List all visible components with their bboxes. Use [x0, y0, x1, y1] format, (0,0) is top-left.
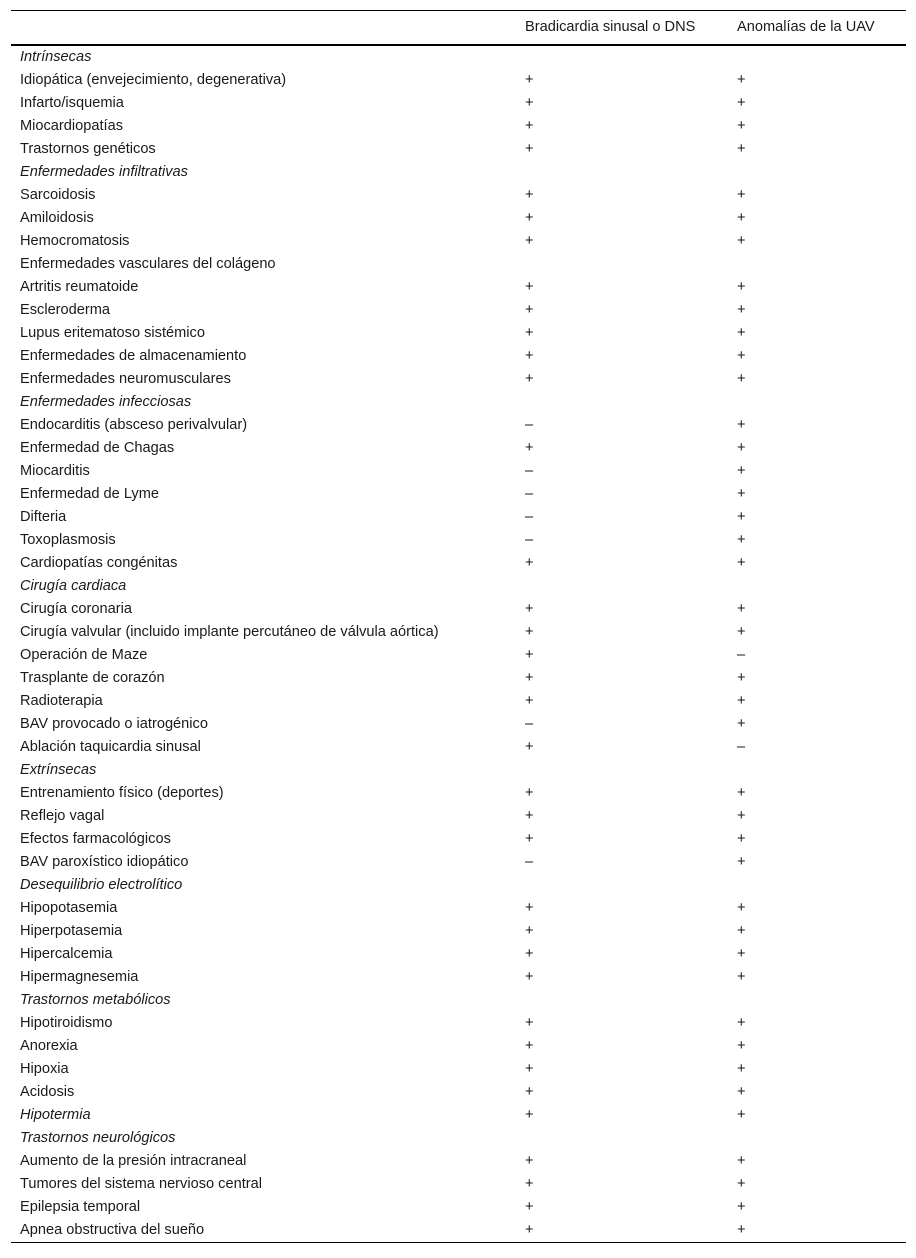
dns-value: +: [525, 968, 534, 985]
dns-value: –: [525, 462, 534, 479]
uav-value: +: [737, 370, 746, 387]
dns-value: –: [525, 853, 534, 870]
uav-value: +: [737, 899, 746, 916]
dns-value: +: [525, 439, 534, 456]
row-label: Acidosis: [20, 1083, 75, 1100]
table-row: [11, 713, 906, 736]
table-row: [11, 368, 906, 391]
dns-value: +: [525, 830, 534, 847]
row-label: Toxoplasmosis: [20, 531, 116, 548]
dns-value: +: [525, 738, 534, 755]
row-label: Ablación taquicardia sinusal: [20, 738, 201, 755]
row-label: Reflejo vagal: [20, 807, 105, 824]
table-row: [11, 1127, 906, 1150]
dns-value: +: [525, 554, 534, 571]
uav-value: [728, 575, 906, 598]
dns-value: +: [525, 94, 534, 111]
row-label: Hemocromatosis: [20, 232, 130, 249]
uav-value: [728, 989, 906, 1012]
uav-value: +: [737, 485, 746, 502]
dns-value: +: [525, 117, 534, 134]
row-label: Hipopotasemia: [20, 899, 118, 916]
dns-value: +: [525, 623, 534, 640]
header-cause: [11, 11, 516, 45]
table-row: [11, 483, 906, 506]
dns-value: +: [525, 784, 534, 801]
table-row: [11, 552, 906, 575]
dns-value: +: [525, 692, 534, 709]
row-label: Enfermedades neuromusculares: [20, 370, 231, 387]
row-label: Artritis reumatoide: [20, 278, 139, 295]
row-label: Trasplante de corazón: [20, 669, 165, 686]
row-label: Enfermedades vasculares del colágeno: [20, 255, 276, 272]
uav-value: +: [737, 968, 746, 985]
row-label: Trastornos neurológicos: [20, 1129, 176, 1146]
dns-value: –: [525, 416, 534, 433]
header-uav: Anomalías de la UAV: [737, 19, 875, 36]
row-label: Anorexia: [20, 1037, 78, 1054]
row-label: Radioterapia: [20, 692, 103, 709]
dns-value: [516, 759, 728, 782]
uav-value: [728, 45, 906, 69]
table-row: [11, 322, 906, 345]
table-row: [11, 230, 906, 253]
table-row: [11, 575, 906, 598]
dns-value: –: [525, 508, 534, 525]
uav-value: [728, 253, 906, 276]
row-label: Trastornos genéticos: [20, 140, 156, 157]
uav-value: +: [737, 1060, 746, 1077]
table-row: [11, 184, 906, 207]
uav-value: –: [737, 646, 746, 663]
uav-value: +: [737, 324, 746, 341]
dns-value: [516, 161, 728, 184]
row-label: Cirugía valvular (incluido implante percutáneo de válvula aórtica): [20, 623, 439, 640]
row-label: Hipoxia: [20, 1060, 69, 1077]
table-row: [11, 92, 906, 115]
dns-value: +: [525, 71, 534, 88]
dns-value: +: [525, 1014, 534, 1031]
dns-value: +: [525, 899, 534, 916]
row-label: Epilepsia temporal: [20, 1198, 141, 1215]
row-label: Cirugía coronaria: [20, 600, 132, 617]
table-container: [11, 10, 906, 1243]
uav-value: +: [737, 1175, 746, 1192]
uav-value: [728, 759, 906, 782]
table-row: [11, 759, 906, 782]
row-label: BAV paroxístico idiopático: [20, 853, 189, 870]
uav-value: +: [737, 715, 746, 732]
uav-value: +: [737, 278, 746, 295]
table-row: [11, 506, 906, 529]
dns-value: +: [525, 370, 534, 387]
row-label: Efectos farmacológicos: [20, 830, 171, 847]
row-label: Entrenamiento físico (deportes): [20, 784, 224, 801]
table-row: [11, 437, 906, 460]
uav-value: +: [737, 347, 746, 364]
table-row: [11, 253, 906, 276]
table-row: [11, 161, 906, 184]
table-row: [11, 897, 906, 920]
row-label: Hiperpotasemia: [20, 922, 123, 939]
table-row: [11, 943, 906, 966]
table-row: [11, 644, 906, 667]
table-row: [11, 598, 906, 621]
row-label: Idiopática (envejecimiento, degenerativa): [20, 71, 287, 88]
table-row: [11, 391, 906, 414]
table-row: [11, 1058, 906, 1081]
table-row: [11, 1196, 906, 1219]
dns-value: +: [525, 1060, 534, 1077]
uav-value: +: [737, 1152, 746, 1169]
dns-value: +: [525, 140, 534, 157]
dns-value: +: [525, 1083, 534, 1100]
row-label: Hipotermia: [20, 1106, 91, 1123]
table-row: [11, 690, 906, 713]
uav-value: +: [737, 600, 746, 617]
uav-value: +: [737, 1083, 746, 1100]
uav-value: +: [737, 692, 746, 709]
uav-value: +: [737, 554, 746, 571]
dns-value: [516, 253, 728, 276]
dns-value: +: [525, 324, 534, 341]
table-row: [11, 782, 906, 805]
row-label: Intrínsecas: [20, 48, 92, 65]
causes-table: [11, 10, 906, 1243]
dns-value: [516, 1127, 728, 1150]
dns-value: –: [525, 715, 534, 732]
uav-value: +: [737, 1198, 746, 1215]
uav-value: +: [737, 1014, 746, 1031]
table-row: [11, 805, 906, 828]
table-row: [11, 529, 906, 552]
uav-value: +: [737, 439, 746, 456]
row-label: Miocardiopatías: [20, 117, 124, 134]
table-row: [11, 736, 906, 759]
row-label: Extrínsecas: [20, 761, 97, 778]
row-label: Escleroderma: [20, 301, 111, 318]
uav-value: +: [737, 301, 746, 318]
row-label: Aumento de la presión intracraneal: [20, 1152, 247, 1169]
row-label: Lupus eritematoso sistémico: [20, 324, 205, 341]
uav-value: +: [737, 669, 746, 686]
row-label: Enfermedad de Chagas: [20, 439, 175, 456]
row-label: Amiloidosis: [20, 209, 94, 226]
table-row: [11, 851, 906, 874]
table-row: [11, 667, 906, 690]
dns-value: +: [525, 278, 534, 295]
uav-value: +: [737, 945, 746, 962]
row-label: Endocarditis (absceso perivalvular): [20, 416, 248, 433]
row-label: Miocarditis: [20, 462, 90, 479]
dns-value: +: [525, 669, 534, 686]
uav-value: +: [737, 1106, 746, 1123]
row-label: Enfermedades infiltrativas: [20, 163, 188, 180]
table-row: [11, 138, 906, 161]
uav-value: +: [737, 416, 746, 433]
table-row: [11, 1173, 906, 1196]
table-row: [11, 69, 906, 92]
dns-value: +: [525, 209, 534, 226]
table-header: [11, 11, 906, 45]
table-row: [11, 1035, 906, 1058]
dns-value: +: [525, 1037, 534, 1054]
row-label: Cardiopatías congénitas: [20, 554, 178, 571]
row-label: Apnea obstructiva del sueño: [20, 1221, 205, 1238]
uav-value: +: [737, 807, 746, 824]
dns-value: –: [525, 531, 534, 548]
uav-value: +: [737, 1037, 746, 1054]
uav-value: [728, 874, 906, 897]
row-label: Operación de Maze: [20, 646, 148, 663]
row-label: Enfermedades de almacenamiento: [20, 347, 247, 364]
row-label: Hipercalcemia: [20, 945, 113, 962]
dns-value: [516, 989, 728, 1012]
dns-value: +: [525, 186, 534, 203]
uav-value: –: [737, 738, 746, 755]
dns-value: +: [525, 600, 534, 617]
dns-value: [516, 45, 728, 69]
table-row: [11, 966, 906, 989]
table-row: [11, 920, 906, 943]
uav-value: +: [737, 462, 746, 479]
row-label: Enfermedad de Lyme: [20, 485, 159, 502]
table-row: [11, 1012, 906, 1035]
row-label: Sarcoidosis: [20, 186, 96, 203]
row-label: Infarto/isquemia: [20, 94, 124, 111]
table-row: [11, 1081, 906, 1104]
dns-value: +: [525, 922, 534, 939]
dns-value: +: [525, 347, 534, 364]
table-row: [11, 45, 906, 69]
table-row: [11, 345, 906, 368]
table-row: [11, 621, 906, 644]
uav-value: +: [737, 508, 746, 525]
row-label: BAV provocado o iatrogénico: [20, 715, 208, 732]
table-row: [11, 1104, 906, 1127]
row-label: Hipermagnesemia: [20, 968, 139, 985]
uav-value: +: [737, 531, 746, 548]
uav-value: +: [737, 140, 746, 157]
dns-value: +: [525, 945, 534, 962]
dns-value: +: [525, 1221, 534, 1238]
dns-value: [516, 874, 728, 897]
dns-value: +: [525, 646, 534, 663]
uav-value: [728, 161, 906, 184]
dns-value: +: [525, 1198, 534, 1215]
row-label: Trastornos metabólicos: [20, 991, 171, 1008]
table-row: [11, 460, 906, 483]
uav-value: +: [737, 186, 746, 203]
uav-value: [728, 1127, 906, 1150]
table-row: [11, 874, 906, 897]
uav-value: +: [737, 830, 746, 847]
table-body: [11, 45, 906, 1243]
row-label: Desequilibrio electrolítico: [20, 876, 183, 893]
dns-value: [516, 391, 728, 414]
dns-value: +: [525, 1152, 534, 1169]
dns-value: +: [525, 1175, 534, 1192]
row-label: Difteria: [20, 508, 67, 525]
table-row: [11, 276, 906, 299]
table-row: [11, 115, 906, 138]
table-row: [11, 828, 906, 851]
uav-value: +: [737, 1221, 746, 1238]
table-row: [11, 1150, 906, 1173]
table-row: [11, 299, 906, 322]
dns-value: +: [525, 807, 534, 824]
row-label: Hipotiroidismo: [20, 1014, 113, 1031]
uav-value: +: [737, 784, 746, 801]
uav-value: +: [737, 623, 746, 640]
table-row: [11, 207, 906, 230]
uav-value: [728, 391, 906, 414]
row-label: Cirugía cardiaca: [20, 577, 127, 594]
uav-value: +: [737, 922, 746, 939]
dns-value: [516, 575, 728, 598]
header-dns: Bradicardia sinusal o DNS: [525, 19, 696, 36]
uav-value: +: [737, 94, 746, 111]
dns-value: –: [525, 485, 534, 502]
uav-value: +: [737, 853, 746, 870]
row-label: Enfermedades infecciosas: [20, 393, 192, 410]
table-row: [11, 989, 906, 1012]
dns-value: +: [525, 1106, 534, 1123]
uav-value: +: [737, 232, 746, 249]
dns-value: +: [525, 232, 534, 249]
dns-value: +: [525, 301, 534, 318]
uav-value: +: [737, 117, 746, 134]
uav-value: +: [737, 71, 746, 88]
row-label: Tumores del sistema nervioso central: [20, 1175, 262, 1192]
uav-value: +: [737, 209, 746, 226]
table-row: [11, 414, 906, 437]
table-row: [11, 1219, 906, 1243]
